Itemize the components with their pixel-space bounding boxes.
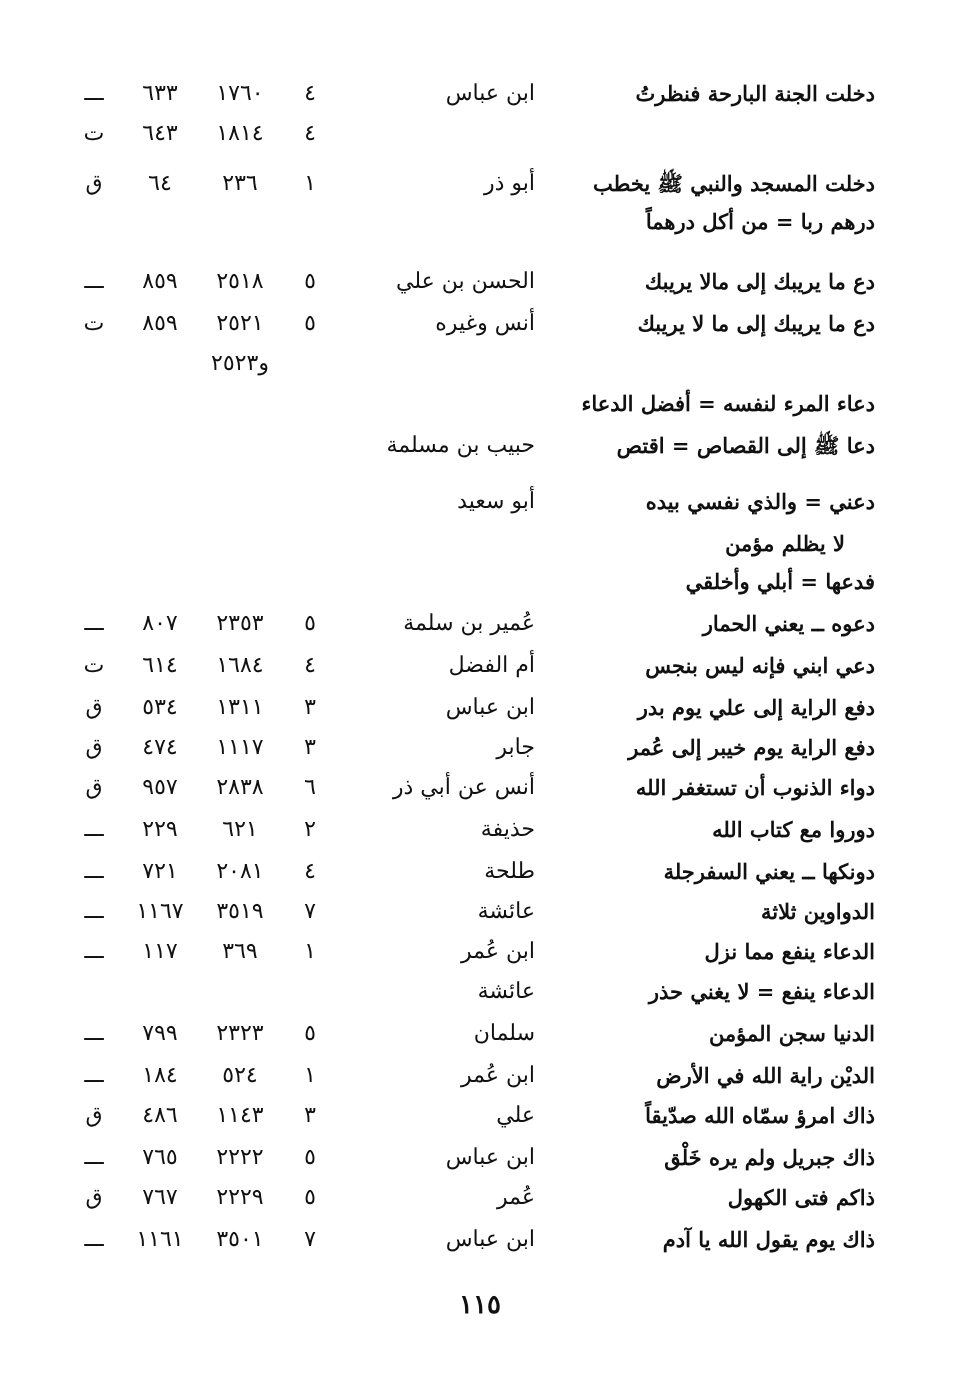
narrator: حذيفة (480, 817, 535, 842)
hadith-number: ٢٠٨١ (216, 859, 264, 884)
source-mark (72, 202, 116, 242)
source-mark: ق (85, 735, 103, 760)
page-reference: ٥٣٤ (142, 695, 178, 720)
page-reference: ٦٤ (148, 171, 172, 196)
hadith-phrase: ذاك جبريل ولم يره خَلْق (664, 1145, 875, 1170)
volume-number (290, 482, 330, 522)
page-reference: ٩٥٧ (142, 775, 178, 800)
index-row (0, 1178, 960, 1218)
hadith-phrase: دعي ابني فإنه ليس بنجس (645, 653, 875, 678)
index-row (0, 768, 960, 808)
volume-number (290, 562, 330, 602)
index-row (0, 114, 960, 154)
page-number: ١١٥ (459, 1290, 501, 1320)
index-row (0, 384, 960, 424)
hadith-phrase: الدنيا سجن المؤمن (708, 1021, 875, 1046)
narrator: ابن عباس (445, 695, 535, 720)
page-reference: ٤٧٤ (142, 735, 178, 760)
hadith-number: ٢٢٢٢ (216, 1145, 264, 1170)
source-mark: ق (85, 1185, 103, 1210)
source-mark: ـــ (84, 817, 104, 842)
hadith-phrase: دواء الذنوب أن تستغفر الله (635, 775, 875, 800)
index-row (0, 810, 960, 850)
volume-number (290, 384, 330, 424)
source-mark: ت (83, 653, 105, 678)
hadith-phrase: دخلت الجنة البارحة فنظرتُ (635, 81, 875, 106)
page-reference: ١٨٤ (142, 1063, 178, 1088)
source-mark: ت (83, 121, 105, 146)
narrator: أنس وغيره (435, 311, 535, 336)
hadith-number: ١١٤٣ (216, 1103, 264, 1128)
hadith-phrase: الديْن راية الله في الأرض (656, 1063, 875, 1088)
index-row (0, 426, 960, 466)
hadith-phrase: دعوه ــ يعني الحمار (702, 611, 875, 636)
page-reference: ٦١٤ (142, 653, 178, 678)
source-mark: ق (85, 775, 103, 800)
index-row (0, 482, 960, 522)
source-mark (72, 524, 116, 564)
source-mark: ق (85, 171, 103, 196)
index-row (0, 1138, 960, 1178)
index-row (0, 728, 960, 768)
hadith-phrase: دعا ﷺ إلى القصاص = اقتص (616, 433, 875, 458)
page-reference: ٧٢١ (142, 859, 178, 884)
narrator: أبو سعيد (457, 489, 535, 514)
narrator: أبو ذر (483, 171, 535, 196)
hadith-number: ١٦٨٤ (216, 653, 264, 678)
volume-number: ٣ (304, 1103, 316, 1128)
source-mark: ـــ (84, 611, 104, 636)
page-reference: ٧٦٧ (142, 1185, 178, 1210)
volume-number: ٣ (304, 735, 316, 760)
hadith-phrase: دوروا مع كتاب الله (712, 817, 875, 842)
hadith-phrase: لا يظلم مؤمن (725, 531, 845, 556)
hadith-phrase: دع ما يريبك إلى مالا يريبك (644, 269, 875, 294)
hadith-phrase: دونكها ــ يعني السفرجلة (663, 859, 875, 884)
hadith-number: و٢٥٢٣ (211, 351, 269, 376)
index-row (0, 1056, 960, 1096)
page-reference (120, 524, 200, 564)
hadith-number (200, 384, 280, 424)
hadith-number: ١٧٦٠ (216, 81, 264, 106)
volume-number: ٦ (304, 775, 316, 800)
index-row (0, 74, 960, 114)
narrator: ابن عباس (445, 1145, 535, 1170)
hadith-phrase: دخلت المسجد والنبي ﷺ يخطب (592, 171, 875, 196)
narrator: حبيب بن مسلمة (386, 433, 535, 458)
page-reference: ٨٥٩ (142, 269, 178, 294)
volume-number: ٧ (304, 1227, 316, 1252)
narrator: عائشة (477, 899, 535, 924)
volume-number: ١ (304, 171, 316, 196)
hadith-phrase: فدعها = أبلي وأخلقي (685, 569, 875, 594)
source-mark: ـــ (84, 939, 104, 964)
volume-number: ١ (304, 939, 316, 964)
page-reference (120, 972, 200, 1012)
hadith-number: ١٨١٤ (216, 121, 264, 146)
hadith-number (200, 524, 280, 564)
page-reference: ٧٦٥ (142, 1145, 178, 1170)
volume-number: ٤ (304, 81, 316, 106)
hadith-number: ٢٣٢٣ (216, 1021, 264, 1046)
narrator: سلمان (473, 1021, 535, 1046)
narrator: ابن عباس (445, 1227, 535, 1252)
volume-number: ٥ (304, 1145, 316, 1170)
hadith-number (200, 972, 280, 1012)
source-mark: ـــ (84, 1063, 104, 1088)
volume-number: ٥ (304, 1185, 316, 1210)
page-reference: ٨٥٩ (142, 311, 178, 336)
hadith-number: ٢٥٢١ (216, 311, 264, 336)
narrator: الحسن بن علي (396, 269, 535, 294)
hadith-number (200, 426, 280, 466)
source-mark: ـــ (84, 1145, 104, 1170)
source-mark (72, 426, 116, 466)
narrator: عُمر (497, 1185, 535, 1210)
index-row (0, 344, 960, 384)
index-row (0, 852, 960, 892)
source-mark: ـــ (84, 859, 104, 884)
index-row (0, 1096, 960, 1136)
hadith-phrase: دفع الراية إلى علي يوم بدر (637, 695, 875, 720)
hadith-number: ٢٣٥٣ (216, 611, 264, 636)
volume-number: ١ (304, 1063, 316, 1088)
page-reference (120, 482, 200, 522)
narrator: أنس عن أبي ذر (392, 775, 535, 800)
page-reference: ٦٤٣ (142, 121, 178, 146)
volume-number (290, 972, 330, 1012)
source-mark: ـــ (84, 1227, 104, 1252)
page-reference (120, 344, 200, 384)
index-row (0, 932, 960, 972)
narrator: ابن عُمر (461, 1063, 535, 1088)
volume-number: ٣ (304, 695, 316, 720)
hadith-number: ٢٢٢٩ (216, 1185, 264, 1210)
source-mark: ـــ (84, 899, 104, 924)
volume-number: ٥ (304, 311, 316, 336)
hadith-number: ١١١٧ (216, 735, 264, 760)
narrator: ابن عُمر (461, 939, 535, 964)
page-reference: ٦٣٣ (142, 81, 178, 106)
hadith-number: ٥٢٤ (222, 1063, 258, 1088)
index-row (0, 1014, 960, 1054)
hadith-phrase: ذاك امرؤ سمّاه الله صدّيقاً (645, 1103, 875, 1128)
volume-number (290, 524, 330, 564)
page-reference: ٧٩٩ (142, 1021, 178, 1046)
volume-number (290, 202, 330, 242)
hadith-phrase: ذاك يوم يقول الله يا آدم (662, 1227, 875, 1252)
index-row (0, 646, 960, 686)
hadith-phrase: الدعاء ينفع مما نزل (704, 939, 875, 964)
source-mark: ق (85, 695, 103, 720)
hadith-number: ٦٢١ (222, 817, 258, 842)
page-reference: ٤٨٦ (142, 1103, 178, 1128)
index-row (0, 202, 960, 242)
hadith-number: ٢٥١٨ (216, 269, 264, 294)
index-row (0, 892, 960, 932)
page-reference: ١١٦١ (136, 1227, 184, 1252)
hadith-number: ١٣١١ (216, 695, 264, 720)
narrator: عائشة (477, 979, 535, 1004)
narrator: جابر (496, 735, 535, 760)
index-row (0, 688, 960, 728)
hadith-number: ٢٨٣٨ (216, 775, 264, 800)
volume-number: ٧ (304, 899, 316, 924)
hadith-number: ٣٥١٩ (216, 899, 264, 924)
page-reference (120, 426, 200, 466)
hadith-phrase: الدعاء ينفع = لا يغني حذر (648, 979, 875, 1004)
page-reference: ١١٦٧ (136, 899, 184, 924)
index-row (0, 262, 960, 302)
source-mark: ـــ (84, 1021, 104, 1046)
hadith-phrase: الدواوين ثلاثة (761, 899, 875, 924)
volume-number (290, 344, 330, 384)
page-reference: ٢٢٩ (142, 817, 178, 842)
hadith-number: ٣٥٠١ (216, 1227, 264, 1252)
index-row (0, 164, 960, 204)
page-reference (120, 202, 200, 242)
narrator: علي (496, 1103, 535, 1128)
index-row (0, 604, 960, 644)
index-row (0, 304, 960, 344)
hadith-phrase: درهم ربا = من أكل درهماً (645, 209, 875, 234)
source-mark: ت (83, 311, 105, 336)
page-reference (120, 384, 200, 424)
volume-number: ٥ (304, 611, 316, 636)
volume-number (290, 426, 330, 466)
hadith-phrase: ذاكم فتى الكهول (727, 1185, 875, 1210)
source-mark (72, 972, 116, 1012)
index-row (0, 972, 960, 1012)
volume-number: ٤ (304, 653, 316, 678)
volume-number: ٥ (304, 1021, 316, 1046)
hadith-phrase: دعاء المرء لنفسه = أفضل الدعاء (581, 391, 875, 416)
hadith-number (200, 562, 280, 602)
hadith-number: ٢٣٦ (222, 171, 258, 196)
source-mark: ـــ (84, 269, 104, 294)
volume-number: ٥ (304, 269, 316, 294)
narrator: طلحة (484, 859, 535, 884)
hadith-phrase: دع ما يريبك إلى ما لا يريبك (637, 311, 875, 336)
page-reference (120, 562, 200, 602)
source-mark: ـــ (84, 81, 104, 106)
page-reference: ١١٧ (142, 939, 178, 964)
source-mark (72, 344, 116, 384)
hadith-number (200, 202, 280, 242)
source-mark (72, 562, 116, 602)
hadith-number (200, 482, 280, 522)
index-row (0, 562, 960, 602)
index-row (0, 1220, 960, 1260)
hadith-phrase: دعني = والذي نفسي بيده (645, 489, 875, 514)
source-mark (72, 482, 116, 522)
hadith-phrase: دفع الراية يوم خيبر إلى عُمر (628, 735, 875, 760)
source-mark: ق (85, 1103, 103, 1128)
volume-number: ٤ (304, 121, 316, 146)
page-reference: ٨٠٧ (142, 611, 178, 636)
index-row (0, 524, 960, 564)
narrator: أم الفضل (448, 653, 535, 678)
volume-number: ٢ (304, 817, 316, 842)
volume-number: ٤ (304, 859, 316, 884)
hadith-number: ٣٦٩ (222, 939, 258, 964)
narrator: ابن عباس (445, 81, 535, 106)
source-mark (72, 384, 116, 424)
narrator: عُمير بن سلمة (403, 611, 535, 636)
